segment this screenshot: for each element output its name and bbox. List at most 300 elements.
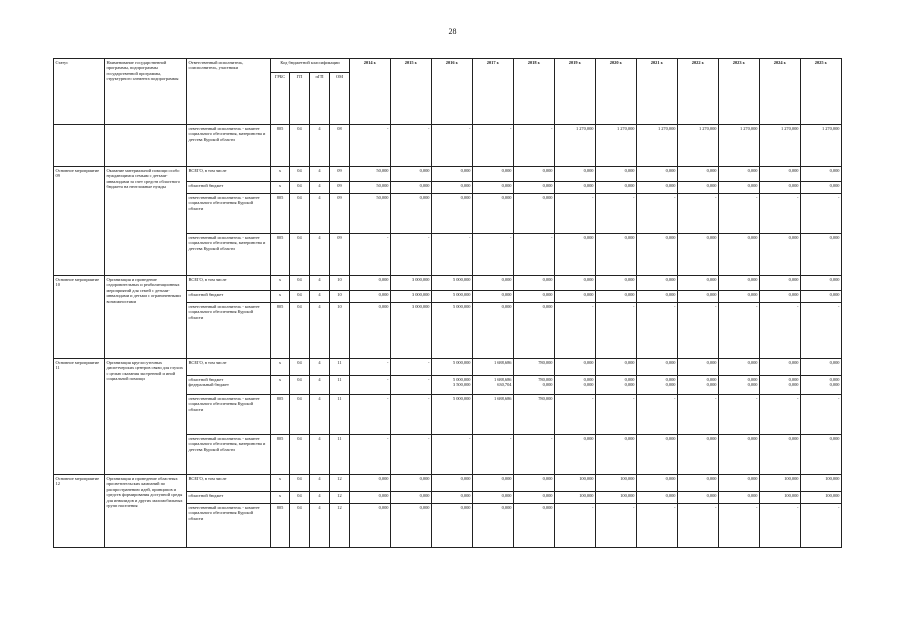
value-cell xyxy=(432,435,473,475)
value: - xyxy=(715,194,717,200)
value-cell xyxy=(350,475,391,492)
value: - xyxy=(387,395,389,401)
value: 0,000 xyxy=(706,376,717,382)
value-cell xyxy=(432,376,473,395)
executor-cell xyxy=(187,194,271,234)
value: 0,000 xyxy=(747,435,758,441)
value-cell xyxy=(514,167,555,182)
value: - xyxy=(674,504,676,510)
value-cell xyxy=(760,303,801,359)
value: 0,000 xyxy=(829,167,840,173)
value-cell xyxy=(678,303,719,359)
header-year: 2025 г. xyxy=(801,59,842,125)
value: - xyxy=(469,435,471,441)
value-cell xyxy=(801,276,842,291)
value: 0,000 xyxy=(706,234,717,240)
status-cell: Основное мероприятие 11 xyxy=(54,359,105,475)
code-cell: 805 xyxy=(271,504,290,548)
value: 0,000 xyxy=(542,492,553,498)
value: 0,000 xyxy=(788,359,799,365)
value-cell: 1 270,000 xyxy=(760,125,801,167)
value-cell xyxy=(719,376,760,395)
value-cell xyxy=(596,194,637,234)
value: 0,000 xyxy=(706,291,717,297)
value-cell xyxy=(350,303,391,359)
name-cell: Организация и проведение областных просветительских кампаний по распространению идей, принципов и средств формирования доступной среды для инвалидов и других маломобильных групп населения xyxy=(105,475,187,548)
value: 0,000 xyxy=(665,182,676,188)
executor-cell xyxy=(187,167,271,182)
value: 3 500,000 xyxy=(452,382,471,387)
value-cell: - xyxy=(391,125,432,167)
executor-cell xyxy=(187,276,271,291)
header-year: 2024 г. xyxy=(760,59,801,125)
value-cell xyxy=(596,359,637,376)
value-cell xyxy=(596,435,637,475)
value: 0,000 xyxy=(583,276,594,282)
value: 0,000 xyxy=(501,182,512,188)
value: 0,000 xyxy=(706,359,717,365)
code-cell: х xyxy=(271,376,290,395)
code-cell: 04 xyxy=(290,359,310,376)
value-cell xyxy=(678,276,719,291)
value-cell xyxy=(596,504,637,548)
value-cell xyxy=(596,303,637,359)
code-cell: 4 xyxy=(310,395,330,435)
value: 5 000,000 xyxy=(452,359,471,365)
value: 0,000 xyxy=(460,182,471,188)
code-cell: 04 xyxy=(290,182,310,194)
value: - xyxy=(428,234,430,240)
value: 0,000 xyxy=(829,435,840,441)
value: 0,000 xyxy=(419,492,430,498)
value-cell: 1 270,000 xyxy=(678,125,719,167)
value: 0,000 xyxy=(501,194,512,200)
value-cell xyxy=(391,303,432,359)
value-cell xyxy=(555,194,596,234)
code-cell: 08 xyxy=(330,125,350,167)
value: 0,000 xyxy=(747,167,758,173)
value-cell xyxy=(514,435,555,475)
table-row xyxy=(54,359,842,376)
value: 0,000 xyxy=(788,182,799,188)
code-cell: 805 xyxy=(271,435,290,475)
value-cell xyxy=(391,276,432,291)
value-cell xyxy=(350,492,391,504)
value-cell xyxy=(473,291,514,303)
value-cell xyxy=(514,182,555,194)
value: 0,000 xyxy=(501,475,512,481)
value-cell xyxy=(760,504,801,548)
value: 0,000 xyxy=(788,382,799,387)
value: 0,000 xyxy=(419,167,430,173)
value: 0,000 xyxy=(747,382,758,387)
executor-label: областной бюджет xyxy=(188,376,224,382)
value: 0,000 xyxy=(829,382,840,387)
value: - xyxy=(715,395,717,401)
value: 0,000 xyxy=(747,475,758,481)
value: 0,000 xyxy=(419,194,430,200)
value: 780,000 xyxy=(538,376,553,382)
value: - xyxy=(633,194,635,200)
value: 0,000 xyxy=(583,435,594,441)
value: 0,000 xyxy=(706,382,717,387)
value: 100,000 xyxy=(579,475,594,481)
code-cell: 4 xyxy=(310,492,330,504)
value: 0,000 xyxy=(788,167,799,173)
value-cell xyxy=(760,167,801,182)
code-cell: 805 xyxy=(271,395,290,435)
value-cell xyxy=(473,182,514,194)
header-code-gp: ГП xyxy=(290,73,310,125)
value-cell xyxy=(350,234,391,276)
value-cell xyxy=(555,376,596,395)
code-cell: 4 xyxy=(310,435,330,475)
value: 0,000 xyxy=(624,382,635,387)
value-cell xyxy=(473,475,514,492)
code-cell: 4 xyxy=(310,504,330,548)
value: 0,000 xyxy=(624,182,635,188)
value: 0,000 xyxy=(747,291,758,297)
value: 0,000 xyxy=(829,291,840,297)
executor-cell xyxy=(187,475,271,492)
value-cell xyxy=(555,395,596,435)
code-cell: 4 xyxy=(310,291,330,303)
value-cell xyxy=(391,504,432,548)
code-cell: 04 xyxy=(290,303,310,359)
value-cell xyxy=(555,492,596,504)
value-cell xyxy=(432,276,473,291)
code-cell: 4 xyxy=(310,182,330,194)
value: 0,000 xyxy=(378,303,389,309)
value: 0,000 xyxy=(829,234,840,240)
code-cell: 4 xyxy=(310,359,330,376)
value-cell xyxy=(391,359,432,376)
executor-label: ВСЕГО, в том числе xyxy=(188,359,227,365)
code-cell: 11 xyxy=(330,435,350,475)
value: 0,000 xyxy=(706,167,717,173)
value: - xyxy=(715,303,717,309)
code-cell: 04 xyxy=(290,395,310,435)
value-cell xyxy=(391,376,432,395)
value: 3 000,000 xyxy=(411,291,430,297)
value-cell xyxy=(473,504,514,548)
value: 5 000,000 xyxy=(452,395,471,401)
value-cell xyxy=(596,182,637,194)
executor-cell xyxy=(187,291,271,303)
value-cell xyxy=(760,182,801,194)
status-cell: Основное мероприятие 09 xyxy=(54,167,105,276)
code-cell: 12 xyxy=(330,475,350,492)
executor-label: областной бюджет xyxy=(188,182,224,188)
value: - xyxy=(428,435,430,441)
executor-cell xyxy=(187,359,271,376)
value: 0,000 xyxy=(542,167,553,173)
value: - xyxy=(715,504,717,510)
value: 0,000 xyxy=(706,182,717,188)
executor-label: ответственный исполнитель - комитет социального обеспечения Курской области xyxy=(188,194,260,211)
value: 0,000 xyxy=(665,276,676,282)
value-cell xyxy=(350,435,391,475)
value-cell xyxy=(432,182,473,194)
value-cell xyxy=(801,182,842,194)
value-cell xyxy=(514,359,555,376)
executor-cell xyxy=(187,492,271,504)
value-cell xyxy=(801,291,842,303)
value-cell xyxy=(801,395,842,435)
value: - xyxy=(797,395,799,401)
value: 1 688,686 xyxy=(493,395,512,401)
executor-label: ответственный исполнитель - комитет социального обеспечения Курской области xyxy=(188,504,260,521)
value-cell xyxy=(514,376,555,395)
value-cell xyxy=(637,182,678,194)
value: - xyxy=(551,234,553,240)
code-cell: 04 xyxy=(290,504,310,548)
value: - xyxy=(797,303,799,309)
value-cell xyxy=(719,492,760,504)
executor-cell xyxy=(187,376,271,395)
header-year: 2020 г. xyxy=(596,59,637,125)
value-cell xyxy=(350,276,391,291)
value: 0,000 xyxy=(747,234,758,240)
value-cell xyxy=(719,395,760,435)
value: 0,000 xyxy=(583,291,594,297)
value: 0,000 xyxy=(665,291,676,297)
value: 100,000 xyxy=(825,475,840,481)
value-cell xyxy=(678,475,719,492)
header-year: 2021 г. xyxy=(637,59,678,125)
value-cell xyxy=(637,291,678,303)
value: - xyxy=(838,395,840,401)
code-cell: 11 xyxy=(330,395,350,435)
value-cell xyxy=(801,475,842,492)
value: 0,000 xyxy=(419,475,430,481)
value: 0,000 xyxy=(788,435,799,441)
executor-cell xyxy=(187,504,271,548)
value: - xyxy=(428,359,430,365)
value-cell xyxy=(514,276,555,291)
code-cell: 09 xyxy=(330,182,350,194)
value: 0,000 xyxy=(706,475,717,481)
value: - xyxy=(387,435,389,441)
executor-label: ответственный исполнитель - комитет социального обеспечения, материнства и детства Курской области xyxy=(188,234,266,251)
value-cell xyxy=(760,194,801,234)
value-cell xyxy=(801,303,842,359)
value: - xyxy=(838,194,840,200)
code-cell: 04 xyxy=(290,125,310,167)
value-cell xyxy=(678,167,719,182)
value: 1 688,686 xyxy=(493,359,512,365)
header-year: 2019 г. xyxy=(555,59,596,125)
value-cell xyxy=(350,194,391,234)
code-cell: 10 xyxy=(330,291,350,303)
value-cell xyxy=(596,492,637,504)
value: 0,000 xyxy=(460,475,471,481)
value-cell xyxy=(760,291,801,303)
value: - xyxy=(756,303,758,309)
value-cell xyxy=(514,303,555,359)
value: 0,000 xyxy=(747,182,758,188)
value-cell xyxy=(473,276,514,291)
value: - xyxy=(674,395,676,401)
value: 0,000 xyxy=(788,234,799,240)
value-cell xyxy=(719,182,760,194)
value-cell: - xyxy=(473,125,514,167)
value-cell xyxy=(678,291,719,303)
value-cell xyxy=(432,395,473,435)
value-cell xyxy=(473,376,514,395)
value: 0,000 xyxy=(829,182,840,188)
value: - xyxy=(797,194,799,200)
value-cell xyxy=(678,504,719,548)
code-cell: 12 xyxy=(330,492,350,504)
code-cell: х xyxy=(271,167,290,182)
value-cell xyxy=(760,395,801,435)
value: 0,000 xyxy=(624,276,635,282)
name-cell: Организация круглосуточных диспетчерских центров связи для глухих с целью оказания экстренной и иной социальной помощи xyxy=(105,359,187,475)
value-cell xyxy=(596,291,637,303)
executor-label: областной бюджет xyxy=(188,291,224,297)
value: - xyxy=(387,376,389,382)
value-cell xyxy=(432,194,473,234)
code-cell: 04 xyxy=(290,234,310,276)
value-cell xyxy=(555,303,596,359)
code-cell: 4 xyxy=(310,376,330,395)
value-cell xyxy=(637,276,678,291)
value: 0,000 xyxy=(378,475,389,481)
value-cell xyxy=(555,182,596,194)
header-budget-code: Код бюджетной классификации xyxy=(271,59,350,73)
value-cell: - xyxy=(350,125,391,167)
value: 0,000 xyxy=(665,376,676,382)
value: 100,000 xyxy=(620,475,635,481)
value-cell xyxy=(719,234,760,276)
code-cell: 805 xyxy=(271,125,290,167)
value: - xyxy=(551,435,553,441)
value: 0,000 xyxy=(747,492,758,498)
value: 0,000 xyxy=(829,376,840,382)
value-cell xyxy=(596,376,637,395)
table-row xyxy=(54,125,842,167)
value-cell xyxy=(391,182,432,194)
value: - xyxy=(428,395,430,401)
page-number: 28 xyxy=(448,27,457,36)
value-cell xyxy=(391,194,432,234)
value-cell: 1 270,000 xyxy=(555,125,596,167)
value-cell xyxy=(391,475,432,492)
value-cell xyxy=(514,194,555,234)
value-cell xyxy=(719,167,760,182)
value: 5 000,000 xyxy=(452,303,471,309)
value-cell xyxy=(596,167,637,182)
value-cell xyxy=(678,359,719,376)
value: - xyxy=(838,303,840,309)
value-cell xyxy=(760,376,801,395)
value-cell xyxy=(760,276,801,291)
value-cell xyxy=(678,234,719,276)
value: 0,000 xyxy=(419,182,430,188)
value-cell xyxy=(555,359,596,376)
value: 0,000 xyxy=(583,234,594,240)
value: 0,000 xyxy=(501,492,512,498)
executor-cell xyxy=(187,234,271,276)
code-cell: 4 xyxy=(310,194,330,234)
value-cell xyxy=(719,359,760,376)
value-cell: 1 270,000 xyxy=(637,125,678,167)
value-cell xyxy=(473,395,514,435)
executor-cell: ответственный исполнитель - комитет социального обеспечения, материнства и детства Курской области xyxy=(187,125,271,167)
executor-cell xyxy=(187,435,271,475)
value-cell: 1 270,000 xyxy=(719,125,760,167)
header-year: 2016 г. xyxy=(432,59,473,125)
value: 0,000 xyxy=(747,376,758,382)
value: 0,000 xyxy=(829,276,840,282)
value: - xyxy=(428,376,430,382)
code-cell: 4 xyxy=(310,125,330,167)
value-cell xyxy=(514,475,555,492)
value: 0,000 xyxy=(542,194,553,200)
value-cell xyxy=(432,475,473,492)
value-cell xyxy=(637,395,678,435)
value: 0,000 xyxy=(747,359,758,365)
value-cell xyxy=(473,492,514,504)
value: 0,000 xyxy=(501,504,512,510)
value-cell xyxy=(473,234,514,276)
value: 0,000 xyxy=(788,276,799,282)
value-cell xyxy=(432,504,473,548)
value: - xyxy=(469,234,471,240)
value-cell xyxy=(678,395,719,435)
value-cell xyxy=(801,376,842,395)
value: - xyxy=(510,435,512,441)
value-cell: - xyxy=(432,125,473,167)
value-cell xyxy=(391,492,432,504)
value: 0,000 xyxy=(419,504,430,510)
value-cell xyxy=(391,435,432,475)
code-cell: 4 xyxy=(310,475,330,492)
value: 0,000 xyxy=(460,504,471,510)
value: 0,000 xyxy=(542,504,553,510)
value: 780,000 xyxy=(538,359,553,365)
value-cell xyxy=(760,475,801,492)
value-cell xyxy=(555,435,596,475)
value: 0,000 xyxy=(665,359,676,365)
value: 0,000 xyxy=(583,376,594,382)
value-cell xyxy=(596,276,637,291)
value-cell xyxy=(719,291,760,303)
code-cell: 4 xyxy=(310,303,330,359)
table-row xyxy=(54,475,842,492)
value-cell xyxy=(473,303,514,359)
code-cell: 4 xyxy=(310,234,330,276)
value: - xyxy=(633,303,635,309)
value-cell xyxy=(432,234,473,276)
value: 0,000 xyxy=(665,234,676,240)
value-cell xyxy=(637,492,678,504)
value: 50,000 xyxy=(376,182,389,188)
value-cell xyxy=(473,194,514,234)
value-cell xyxy=(801,234,842,276)
value-cell xyxy=(637,167,678,182)
value-cell xyxy=(637,234,678,276)
value: 0,000 xyxy=(460,194,471,200)
value-cell xyxy=(760,435,801,475)
value: - xyxy=(592,194,594,200)
code-cell: 12 xyxy=(330,504,350,548)
header-year: 2023 г. xyxy=(719,59,760,125)
code-cell: х xyxy=(271,359,290,376)
value: 0,000 xyxy=(378,492,389,498)
code-cell: 805 xyxy=(271,194,290,234)
